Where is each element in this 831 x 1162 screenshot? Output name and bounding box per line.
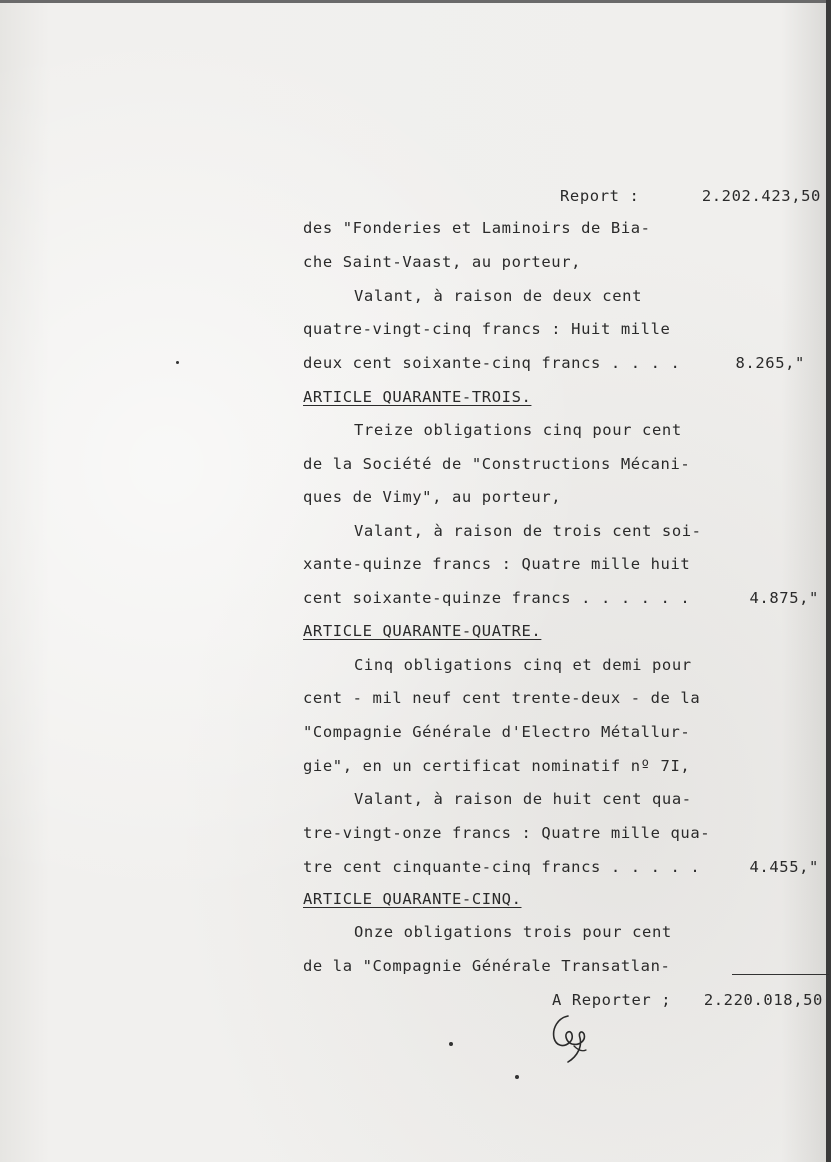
ink-dot bbox=[176, 361, 179, 364]
text-line: ques de Vimy", au porteur, bbox=[303, 488, 562, 506]
text-line: cent soixante-quinze francs . . . . . . bbox=[303, 589, 691, 607]
text-line: de la Société de "Constructions Mécani- bbox=[303, 455, 691, 473]
article-heading: ARTICLE QUARANTE-QUATRE. bbox=[303, 622, 542, 640]
text-line: tre cent cinquante-cinq francs . . . . . bbox=[303, 858, 701, 876]
text-line: "Compagnie Générale d'Electro Métallur- bbox=[303, 723, 691, 741]
text-line: Valant, à raison de deux cent bbox=[354, 287, 643, 305]
reporter-amount: 2.220.018,50 bbox=[703, 991, 823, 1009]
reporter-label: A Reporter ; bbox=[552, 991, 672, 1009]
text-line: deux cent soixante-cinq francs . . . . bbox=[303, 354, 681, 372]
amount-article-44: 4.455," bbox=[749, 858, 819, 876]
ink-dot bbox=[515, 1075, 519, 1079]
text-line: Onze obligations trois pour cent bbox=[354, 923, 672, 941]
report-amount: 2.202.423,50 bbox=[701, 187, 821, 205]
amount-article-43: 4.875," bbox=[749, 589, 819, 607]
ink-dot bbox=[449, 1042, 453, 1046]
report-label: Report : bbox=[560, 187, 640, 205]
text-line: tre-vingt-onze francs : Quatre mille qua- bbox=[303, 824, 711, 842]
text-line: che Saint-Vaast, au porteur, bbox=[303, 253, 582, 271]
handwritten-initials-icon bbox=[548, 1010, 598, 1068]
text-line: de la "Compagnie Générale Transatlan- bbox=[303, 957, 671, 975]
total-rule bbox=[732, 974, 829, 975]
text-line: Cinq obligations cinq et demi pour bbox=[354, 656, 692, 674]
text-line: Treize obligations cinq pour cent bbox=[354, 421, 682, 439]
text-line: Valant, à raison de trois cent soi- bbox=[354, 522, 702, 540]
page-right-edge bbox=[826, 0, 831, 1162]
amount-article-42: 8.265," bbox=[735, 354, 805, 372]
text-line: quatre-vingt-cinq francs : Huit mille bbox=[303, 320, 671, 338]
text-line: des "Fonderies et Laminoirs de Bia- bbox=[303, 219, 651, 237]
text-line: cent - mil neuf cent trente-deux - de la bbox=[303, 689, 701, 707]
article-heading: ARTICLE QUARANTE-TROIS. bbox=[303, 388, 532, 406]
article-heading: ARTICLE QUARANTE-CINQ. bbox=[303, 890, 522, 908]
text-line: Valant, à raison de huit cent qua- bbox=[354, 790, 692, 808]
page-top-edge bbox=[0, 0, 831, 3]
text-line: gie", en un certificat nominatif nº 7I, bbox=[303, 757, 691, 775]
text-line: xante-quinze francs : Quatre mille huit bbox=[303, 555, 691, 573]
